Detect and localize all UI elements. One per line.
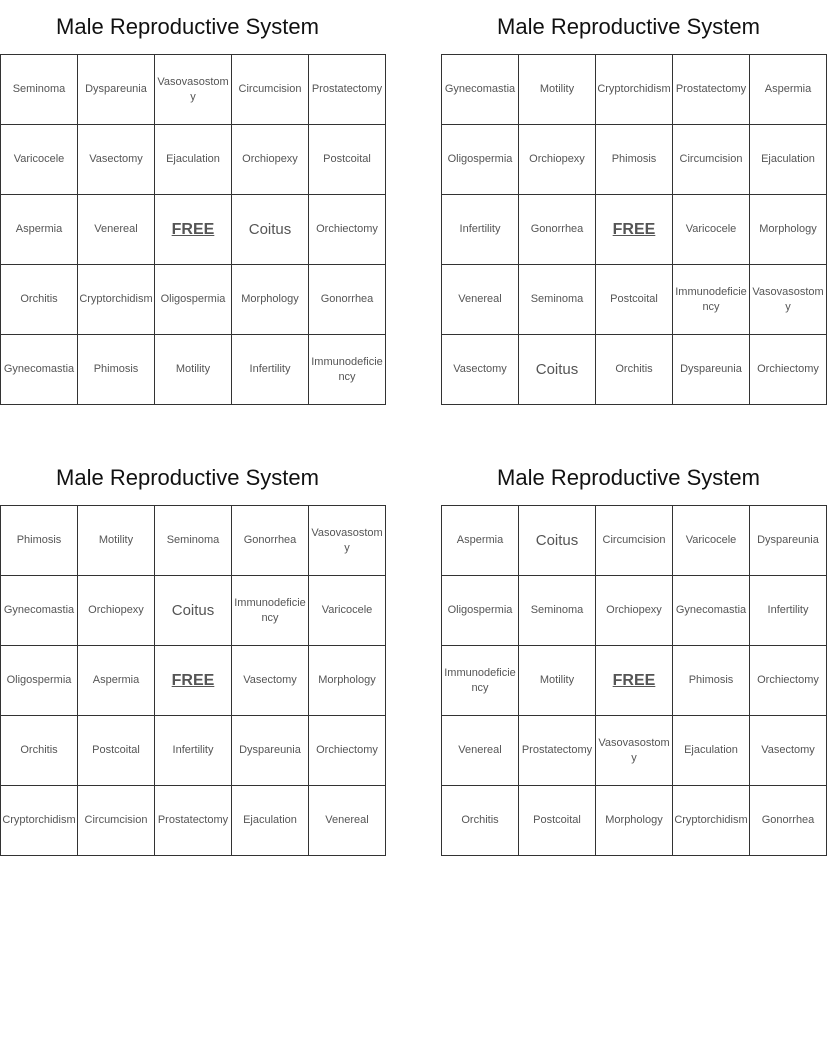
bingo-cell: Motility (78, 506, 155, 576)
grid-row (1, 506, 386, 576)
bingo-cell: Oligospermia (442, 576, 519, 646)
bingo-cell: Prostatectomy (673, 55, 750, 125)
bingo-cell: Vasectomy (750, 716, 827, 786)
free-space-cell: FREE (596, 195, 673, 265)
bingo-cell: Immunodeficiency (673, 265, 750, 335)
bingo-cell: Phimosis (673, 646, 750, 716)
card-title: Male Reproductive System (497, 14, 760, 39)
free-space-cell: FREE (155, 195, 232, 265)
bingo-cell: Infertility (155, 716, 232, 786)
bingo-cell: Cryptorchidism (1, 786, 78, 856)
bingo-cell: Seminoma (155, 506, 232, 576)
bingo-cell: Postcoital (78, 716, 155, 786)
grid-row (1, 55, 386, 125)
bingo-grid (441, 505, 827, 856)
grid-row (442, 55, 827, 125)
bingo-cell: Circumcision (673, 125, 750, 195)
bingo-grid (0, 505, 386, 856)
bingo-cell: Gynecomastia (1, 576, 78, 646)
bingo-cell: Infertility (232, 335, 309, 405)
bingo-cell: Aspermia (1, 195, 78, 265)
bingo-cell: Vasectomy (232, 646, 309, 716)
bingo-cell: Seminoma (519, 265, 596, 335)
bingo-cell: Vasovasostomy (155, 55, 232, 125)
bingo-cell: Vasectomy (442, 335, 519, 405)
bingo-cell: Cryptorchidism (596, 55, 673, 125)
bingo-cell: Cryptorchidism (673, 786, 750, 856)
bingo-cell: Postcoital (519, 786, 596, 856)
bingo-cell: Morphology (232, 265, 309, 335)
bingo-cell: Gonorrhea (309, 265, 386, 335)
bingo-cell: Vasovasostomy (750, 265, 827, 335)
bingo-cell: Oligospermia (1, 646, 78, 716)
bingo-cell: Immunodeficiency (442, 646, 519, 716)
bingo-cell: Varicocele (673, 195, 750, 265)
bingo-cell: Dyspareunia (78, 55, 155, 125)
bingo-cell: Immunodeficiency (232, 576, 309, 646)
bingo-cell: Motility (155, 335, 232, 405)
bingo-cell: Phimosis (596, 125, 673, 195)
bingo-cell: Phimosis (1, 506, 78, 576)
grid-row (1, 646, 386, 716)
grid-row (1, 125, 386, 195)
grid-row (1, 265, 386, 335)
bingo-cell: Aspermia (78, 646, 155, 716)
bingo-cell: Morphology (309, 646, 386, 716)
bingo-cell: Oligospermia (442, 125, 519, 195)
bingo-cell: Venereal (78, 195, 155, 265)
bingo-cell: Orchiectomy (309, 716, 386, 786)
bingo-cell: Seminoma (1, 55, 78, 125)
grid-row (442, 646, 827, 716)
bingo-cell: Dyspareunia (232, 716, 309, 786)
bingo-cell: Vasectomy (78, 125, 155, 195)
bingo-cell: Orchitis (1, 716, 78, 786)
bingo-cell: Coitus (519, 335, 596, 405)
bingo-cell: Aspermia (442, 506, 519, 576)
card-title: Male Reproductive System (497, 465, 760, 490)
bingo-cell: Orchiectomy (750, 646, 827, 716)
bingo-cell: Infertility (750, 576, 827, 646)
bingo-cell: Orchitis (1, 265, 78, 335)
bingo-cell: Cryptorchidism (78, 265, 155, 335)
bingo-cell: Orchitis (442, 786, 519, 856)
bingo-cell: Gonorrhea (750, 786, 827, 856)
bingo-cell: Orchitis (596, 335, 673, 405)
bingo-cell: Ejaculation (750, 125, 827, 195)
bingo-cell: Motility (519, 646, 596, 716)
bingo-cell: Ejaculation (673, 716, 750, 786)
bingo-cell: Prostatectomy (519, 716, 596, 786)
grid-row (442, 576, 827, 646)
bingo-cell: Oligospermia (155, 265, 232, 335)
bingo-cell: Ejaculation (232, 786, 309, 856)
grid-row (442, 506, 827, 576)
bingo-cell: Postcoital (596, 265, 673, 335)
bingo-cell: Circumcision (596, 506, 673, 576)
grid-row (1, 786, 386, 856)
bingo-cell: Circumcision (232, 55, 309, 125)
bingo-cell: Coitus (155, 576, 232, 646)
card-title: Male Reproductive System (56, 14, 319, 39)
bingo-cell: Vasovasostomy (596, 716, 673, 786)
card-title: Male Reproductive System (56, 465, 319, 490)
bingo-grid (441, 54, 827, 405)
bingo-cell: Phimosis (78, 335, 155, 405)
bingo-card-3 (0, 451, 383, 856)
bingo-cell: Coitus (519, 506, 596, 576)
bingo-cell: Orchiopexy (78, 576, 155, 646)
grid-row (442, 716, 827, 786)
bingo-card-2 (441, 0, 824, 405)
grid-row (1, 195, 386, 265)
bingo-cell: Morphology (750, 195, 827, 265)
bingo-cell: Ejaculation (155, 125, 232, 195)
bingo-cell: Postcoital (309, 125, 386, 195)
bingo-cell: Gynecomastia (1, 335, 78, 405)
bingo-cell: Motility (519, 55, 596, 125)
bingo-card-1 (0, 0, 383, 405)
bingo-cell: Seminoma (519, 576, 596, 646)
bingo-cell: Gonorrhea (232, 506, 309, 576)
bingo-grid (0, 54, 386, 405)
bingo-cell: Varicocele (1, 125, 78, 195)
grid-row (1, 716, 386, 786)
bingo-cell: Orchiectomy (309, 195, 386, 265)
bingo-cell: Gynecomastia (673, 576, 750, 646)
grid-row (442, 786, 827, 856)
bingo-cell: Venereal (309, 786, 386, 856)
bingo-cell: Orchiopexy (232, 125, 309, 195)
grid-row (442, 335, 827, 405)
bingo-cell: Circumcision (78, 786, 155, 856)
grid-row (1, 576, 386, 646)
bingo-card-4 (441, 451, 819, 856)
grid-row (442, 265, 827, 335)
bingo-cell: Gynecomastia (442, 55, 519, 125)
bingo-cell: Prostatectomy (155, 786, 232, 856)
bingo-cell: Orchiopexy (596, 576, 673, 646)
bingo-cell: Dyspareunia (673, 335, 750, 405)
bingo-cell: Varicocele (673, 506, 750, 576)
free-space-cell: FREE (596, 646, 673, 716)
bingo-cell: Varicocele (309, 576, 386, 646)
bingo-cell: Dyspareunia (750, 506, 827, 576)
free-space-cell: FREE (155, 646, 232, 716)
bingo-cell: Infertility (442, 195, 519, 265)
grid-row (442, 195, 827, 265)
bingo-cell: Orchiopexy (519, 125, 596, 195)
bingo-cell: Immunodeficiency (309, 335, 386, 405)
grid-row (442, 125, 827, 195)
grid-row (1, 335, 386, 405)
bingo-cell: Vasovasostomy (309, 506, 386, 576)
bingo-cell: Coitus (232, 195, 309, 265)
bingo-cell: Venereal (442, 716, 519, 786)
bingo-cell: Orchiectomy (750, 335, 827, 405)
bingo-cell: Gonorrhea (519, 195, 596, 265)
bingo-cell: Prostatectomy (309, 55, 386, 125)
bingo-cell: Morphology (596, 786, 673, 856)
bingo-cell: Venereal (442, 265, 519, 335)
bingo-cell: Aspermia (750, 55, 827, 125)
